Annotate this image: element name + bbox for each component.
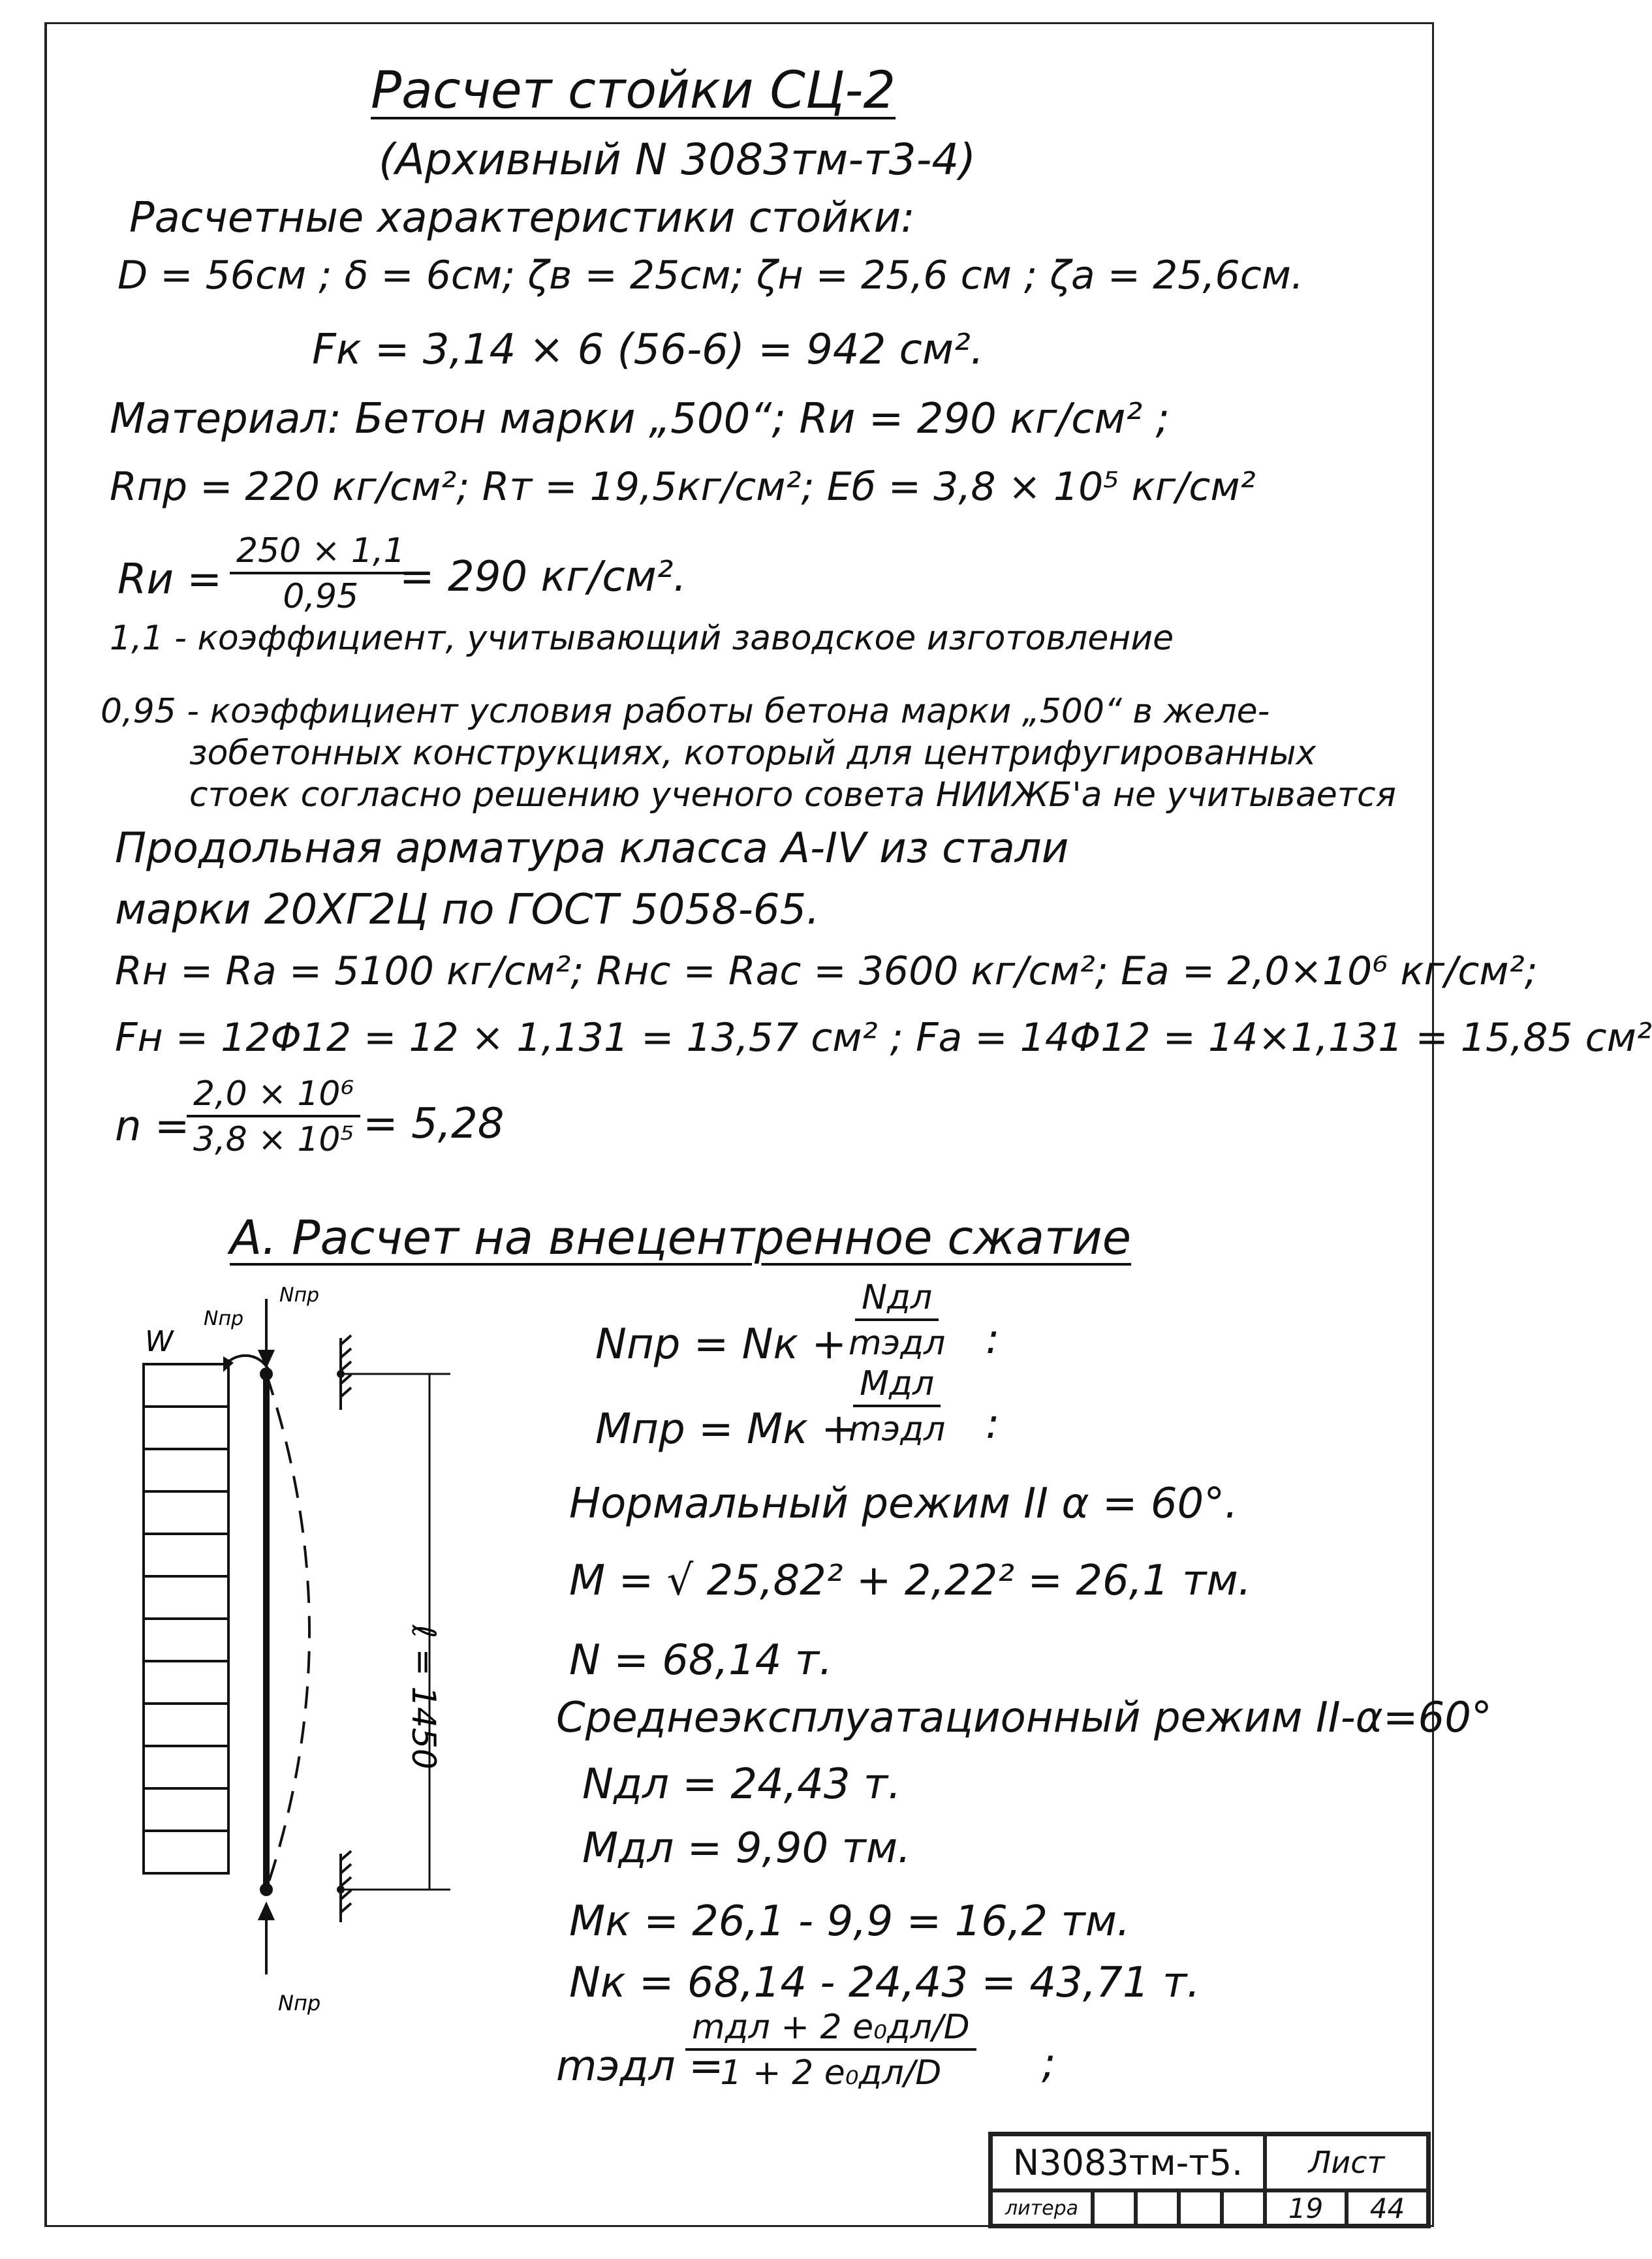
npr-top-label: Nпр [279,1284,320,1307]
axial-force-value: N = 68,14 т. [569,1636,833,1685]
n-fraction [187,1074,360,1159]
material-line: Материал: Бетон марки „500“; Rи = 290 кг/см² ; [110,395,1170,443]
strength-line: Rпр = 220 кг/см²; Rт = 19,5кг/см²; Eб = 3,8 × 10⁵ кг/см² [110,464,1256,510]
archive-subtitle: (Архивный N 3083тм-т3-4) [379,134,976,185]
litera-label: литера [991,2190,1093,2226]
nk-value: Nк = 68,14 - 24,43 = 43,71 т. [569,1959,1200,2007]
dimensions-line: D = 56см ; δ = 6см; ζв = 25см; ζн = 25,6 см ; ζа = 25,6см. [117,253,1304,298]
document-code: N3083тм-т5. [991,2134,1265,2190]
m-edl-semicolon: ; [1042,2040,1056,2088]
npr-side-label: Nпр [204,1307,244,1330]
bottom-force-arrow [260,1905,273,1974]
page-title: Расчет стойки СЦ-2 [371,61,896,120]
litera-cell-2 [1136,2190,1179,2226]
title-block [988,2132,1431,2228]
fk-formula: Fк = 3,14 × 6 (56-6) = 942 см². [312,326,984,374]
coefficient-2-line-3: стоек согласно решению ученого совета НИИЖБ'а не учитывается [189,775,1396,815]
npr-eq-colon: : [986,1315,1000,1363]
characteristics-heading: Расчетные характеристики стойки: [129,194,915,242]
sheet-number: 19 [1265,2190,1347,2226]
coefficient-2-line-1: 0,95 - коэффициент условия работы бетона марки „500“ в желе- [101,692,1270,731]
ru-lhs: Rи = [117,555,223,604]
ru-denominator: 0,95 [283,577,359,616]
coefficient-1-note: 1,1 - коэффициент, учитывающий заводское изготовление [110,619,1174,658]
npr-eq-fraction [849,1278,946,1363]
m-edl-numerator: mдл + 2 e₀дл/D [685,2010,976,2051]
total-sheets: 44 [1347,2190,1428,2226]
ru-numerator: 250 × 1,1 [230,534,412,574]
npr-eq-lhs: Nпр = Nк + [595,1320,847,1369]
deflected-shape [266,1374,309,1890]
coefficient-2-line-2: зобетонных конструкциях, который для центрифугированных [189,734,1317,773]
steel-strength-line: Rн = Rа = 5100 кг/см²; Rнс = Rас = 3600 кг/см²; Eа = 2,0×10⁶ кг/см²; [115,948,1538,994]
m-edl-denominator: 1 + 2 e₀дл/D [720,2053,942,2093]
mpr-eq-colon: : [986,1400,1000,1448]
litera-cell-1 [1093,2190,1136,2226]
column-diagram [117,1279,457,2023]
ru-rhs: = 290 кг/см². [399,553,687,601]
n-rhs: = 5,28 [363,1100,505,1148]
reinforcement-line-1: Продольная арматура класса А-IV из стали [115,824,1069,873]
mpr-eq-lhs: Mпр = Mк + [595,1405,856,1454]
mpr-eq-denominator: mэдл [849,1410,946,1449]
mdl-value: Mдл = 9,90 тм. [582,1824,911,1873]
litera-cell-3 [1179,2190,1222,2226]
npr-eq-numerator: Nдл [855,1281,939,1321]
sheet-label: Лист [1265,2134,1428,2190]
top-force-arrow [260,1299,273,1365]
n-numerator: 2,0 × 10⁶ [187,1077,360,1117]
length-label: ℓ = 1450 [405,1625,443,1769]
n-denominator: 3,8 × 10⁵ [193,1120,354,1159]
moment-value: M = √ 25,82² + 2,22² = 26,1 тм. [569,1557,1252,1605]
npr-bottom-label: Nпр [278,1991,321,2016]
mk-value: Mк = 26,1 - 9,9 = 16,2 тм. [569,1897,1130,1946]
mpr-eq-fraction [849,1364,946,1449]
ru-fraction [230,531,412,616]
steel-area-line: Fн = 12Φ12 = 12 × 1,131 = 13,57 см² ; Fа = 14Φ12 = 14×1,131 = 15,85 см² [115,1015,1652,1061]
litera-cell-4 [1222,2190,1265,2226]
n-lhs: n = [115,1102,190,1151]
reinforcement-line-2: марки 20ХГ2Ц по ГОСТ 5058-65. [115,886,820,934]
w-label: W [145,1325,174,1358]
section-a-heading: А. Расчет на внецентренное сжатие [230,1210,1132,1265]
m-edl-fraction [685,2008,976,2093]
m-edl-lhs: mэдл = [556,2042,724,2091]
mid-operational-mode-line: Среднеэксплуатационный режим II-α=60° [556,1694,1492,1742]
npr-eq-denominator: mэдл [849,1324,946,1363]
bottom-hinge [260,1883,273,1896]
ndl-value: Nдл = 24,43 т. [582,1760,901,1809]
normal-mode-line: Нормальный режим II α = 60°. [569,1480,1238,1528]
mpr-eq-numerator: Mдл [853,1367,941,1407]
